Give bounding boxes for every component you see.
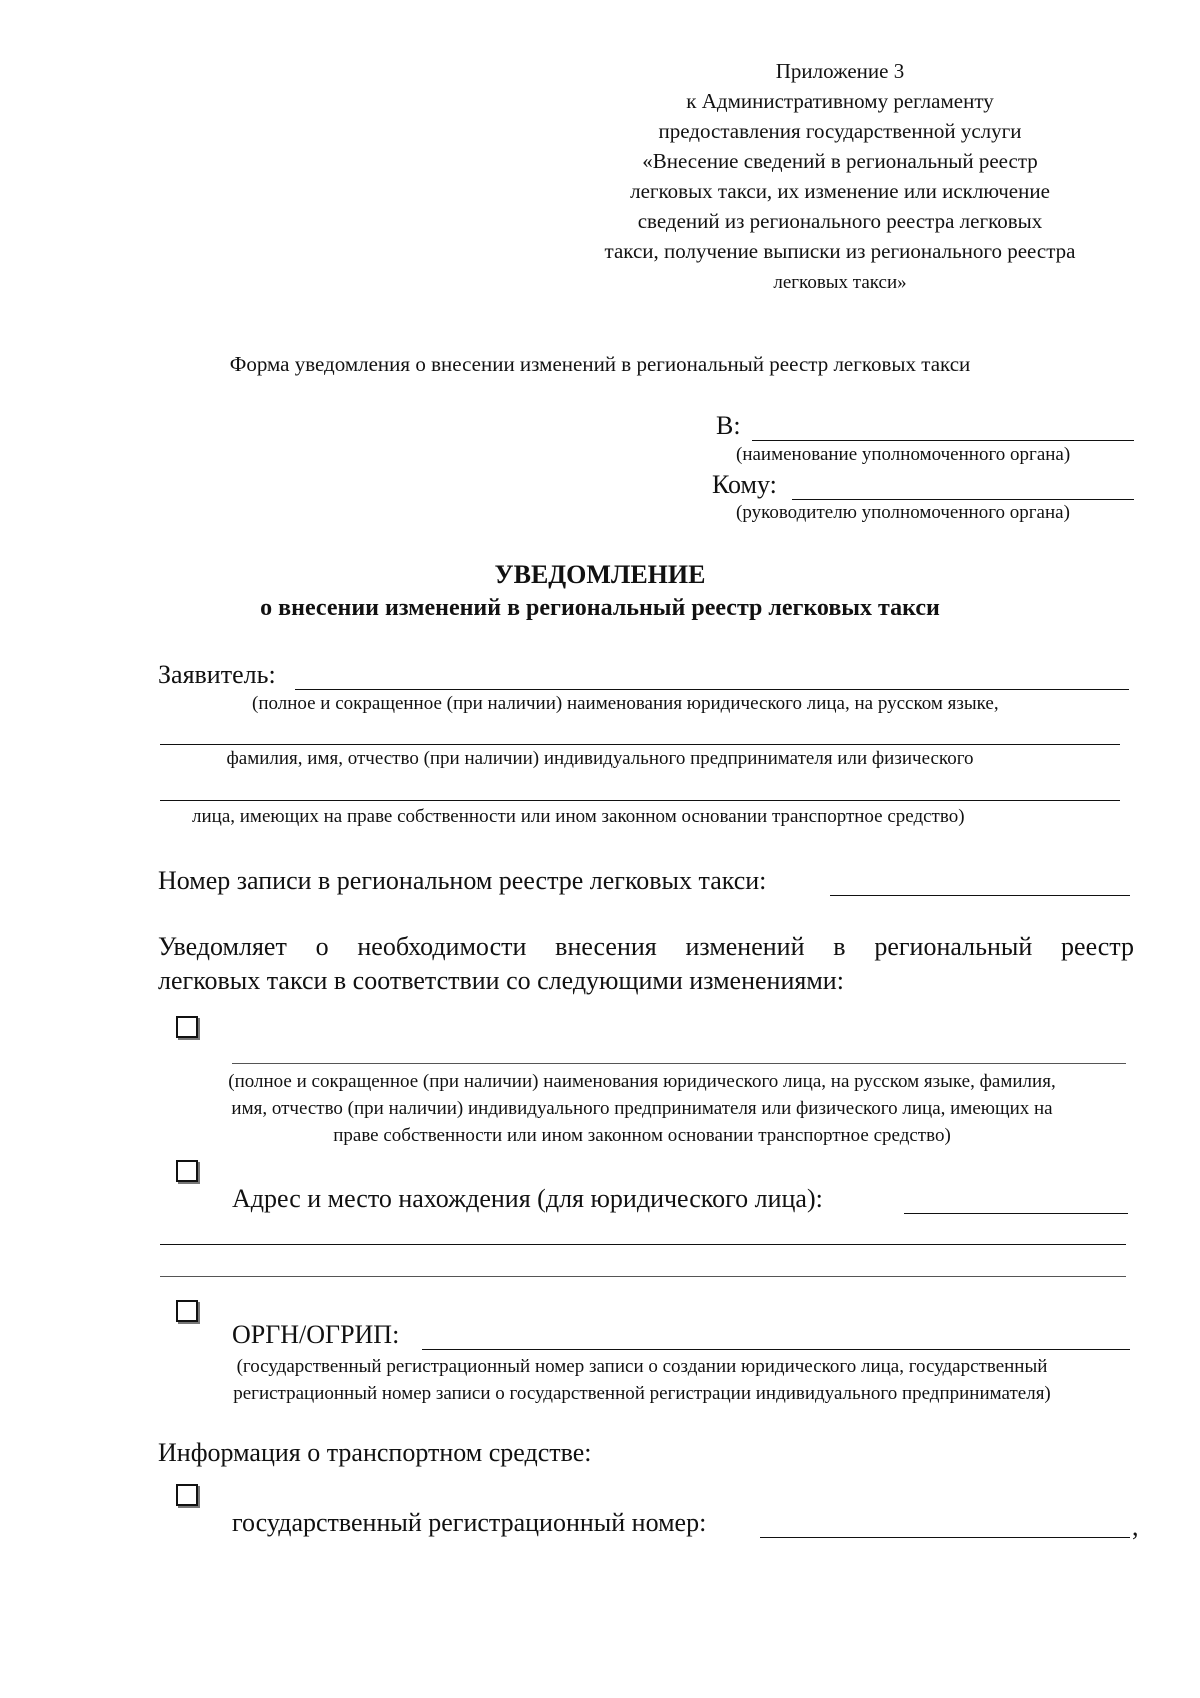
applicant-hint: (полное и сокращенное (при наличии) наименования юридического лица, на русском языке, xyxy=(252,693,999,714)
appendix-line: «Внесение сведений в региональный реестр xyxy=(642,149,1038,173)
applicant-label: Заявитель: xyxy=(158,660,276,689)
checkbox-name[interactable] xyxy=(176,1016,198,1038)
record-number-field[interactable] xyxy=(830,895,1130,896)
address-field-3[interactable] xyxy=(160,1276,1126,1277)
appendix-block xyxy=(540,56,1140,298)
appendix-line: сведений из регионального реестра легковых xyxy=(637,209,1043,233)
plate-field[interactable] xyxy=(760,1537,1130,1538)
form-title: Форма уведомления о внесении изменений в региональный реестр легковых такси xyxy=(229,352,971,376)
ogrn-hint-line: регистрационный номер записи о государственной регистрации индивидуального предпринимателя) xyxy=(233,1383,1051,1404)
notify-text xyxy=(158,930,1134,998)
ogrn-field[interactable] xyxy=(422,1349,1130,1350)
checkbox-ogrn[interactable] xyxy=(176,1300,198,1322)
whom-hint: (руководителю уполномоченного органа) xyxy=(736,502,1070,523)
checkbox-address[interactable] xyxy=(176,1160,198,1182)
appendix-line: такси, получение выписки из регионального реестра xyxy=(604,239,1076,263)
to-hint: (наименование уполномоченного органа) xyxy=(736,444,1071,465)
appendix-line: Приложение 3 xyxy=(775,59,905,83)
address-field[interactable] xyxy=(904,1213,1128,1214)
name-hint-line: праве собственности или ином законном основании транспортное средство) xyxy=(333,1125,951,1146)
applicant-field-2[interactable] xyxy=(160,744,1120,745)
applicant-field[interactable] xyxy=(295,689,1129,690)
to-label: В: xyxy=(716,411,741,440)
appendix-line: легковых такси» xyxy=(773,272,907,293)
appendix-line: легковых такси, их изменение или исключение xyxy=(630,179,1050,203)
appendix-line: предоставления государственной услуги xyxy=(658,119,1022,143)
name-field[interactable] xyxy=(232,1063,1126,1064)
plate-label: государственный регистрационный номер: xyxy=(232,1508,707,1537)
applicant-field-3[interactable] xyxy=(160,800,1120,801)
checkbox-plate[interactable] xyxy=(176,1484,198,1506)
record-number-label: Номер записи в региональном реестре легковых такси: xyxy=(158,866,767,895)
address-field-2[interactable] xyxy=(160,1244,1126,1245)
whom-label: Кому: xyxy=(712,470,777,499)
whom-field[interactable] xyxy=(792,499,1134,500)
name-hint-line: имя, отчество (при наличии) индивидуального предпринимателя или физического лица, имеющих на xyxy=(231,1098,1053,1119)
notify-line: легковых такси в соответствии со следующими изменениями: xyxy=(158,966,844,995)
applicant-hint: лица, имеющих на праве собственности или ином законном основании транспортное средство) xyxy=(192,806,965,827)
to-field[interactable] xyxy=(752,440,1134,441)
address-label: Адрес и место нахождения (для юридического лица): xyxy=(232,1184,823,1213)
notify-line: Уведомляет о необходимости внесения изменений в региональный реестр xyxy=(158,932,1134,961)
appendix-line: к Административному регламенту xyxy=(686,89,994,113)
plate-trailing-comma: , xyxy=(1132,1512,1139,1541)
document-subheading: о внесении изменений в региональный реестр легковых такси xyxy=(260,595,940,621)
ogrn-hint-line: (государственный регистрационный номер записи о создании юридического лица, государственный xyxy=(236,1356,1048,1377)
name-hint-line: (полное и сокращенное (при наличии) наименования юридического лица, на русском языке, фамилия, xyxy=(228,1071,1056,1092)
vehicle-info-label: Информация о транспортном средстве: xyxy=(158,1438,592,1467)
applicant-hint: фамилия, имя, отчество (при наличии) индивидуального предпринимателя или физического xyxy=(226,748,974,769)
name-hint xyxy=(150,1068,1134,1149)
document-heading: УВЕДОМЛЕНИЕ xyxy=(494,560,706,589)
ogrn-label: ОРГН/ОГРИП: xyxy=(232,1320,400,1349)
ogrn-hint xyxy=(150,1353,1134,1407)
